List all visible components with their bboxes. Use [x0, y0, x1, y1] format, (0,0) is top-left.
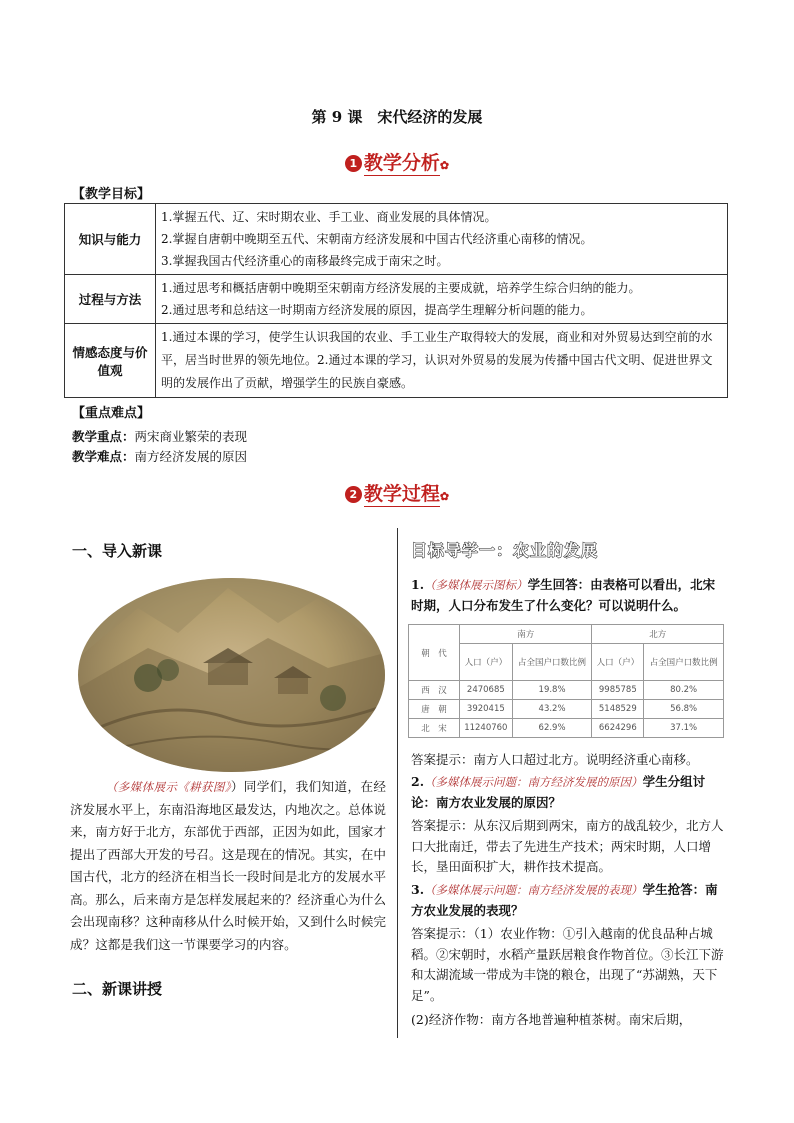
key-difficulty — [72, 447, 247, 467]
table-cell: 5148529 — [592, 700, 644, 719]
pop-header: 人口（户） — [460, 644, 513, 681]
section-number-badge: 1 — [345, 155, 362, 172]
table-cell: 3920415 — [460, 700, 513, 719]
heading-intro: 一、导入新课 — [72, 542, 163, 560]
table-row — [409, 681, 724, 700]
table-cell: 6624296 — [592, 719, 644, 738]
table-cell: 唐 朝 — [409, 700, 460, 719]
dynasty-header: 朝 代 — [409, 625, 460, 681]
column-divider — [397, 528, 398, 1038]
key-points-label: 【重点难点】 — [72, 406, 151, 421]
table-cell: 80.2% — [644, 681, 724, 700]
answer-3: 答案提示：（1）农业作物：①引入越南的优良品种占城稻。②宋朝时，水稻产量跃居粮食作物首位。③长江下游和太湖流域一带成为丰饶的粮仓，出现了“苏湖熟，天下足”。 — [411, 926, 724, 1003]
section-heading-process — [0, 479, 794, 506]
question-1 — [411, 575, 727, 616]
goals-line: 1.掌握五代、辽、宋时期农业、手工业、商业发展的具体情况。 — [161, 210, 497, 224]
goals-label: 【教学目标】 — [72, 187, 151, 202]
table-cell: 西 汉 — [409, 681, 460, 700]
section-heading-analysis — [0, 148, 794, 175]
intro-paragraph — [70, 776, 386, 956]
leaf-ornament-icon: ✿ — [439, 159, 450, 172]
question-number: 1. — [411, 577, 425, 592]
multimedia-note: （多媒体展示图标） — [424, 578, 528, 592]
question-3 — [411, 880, 727, 921]
question-number: 3. — [411, 882, 425, 897]
pop-header: 人口（户） — [592, 644, 644, 681]
table-cell: 北 宋 — [409, 719, 460, 738]
painting-image — [78, 578, 385, 772]
painting-illustration — [78, 578, 385, 772]
section-heading-text: 教学过程 — [363, 483, 440, 505]
answer-2: 答案提示：从东汉后期到两宋，南方的战乱较少，北方人口大批南迁，带去了先进生产技术；两宋时期，人口增长，垦田面积扩大，耕作技术提高。 — [411, 818, 724, 874]
ratio-header: 占全国户口数比例 — [644, 644, 724, 681]
table-row — [409, 700, 724, 719]
difficulty-label: 教学难点： — [72, 449, 135, 464]
table-cell: 2470685 — [460, 681, 513, 700]
answer-4: (2)经济作物：南方各地普遍种植茶树。南宋后期， — [411, 1012, 692, 1027]
goals-row-process — [65, 275, 728, 324]
table-cell: 19.8% — [512, 681, 592, 700]
multimedia-note: （多媒体展示《耕获图》 — [106, 780, 231, 794]
table-cell: 37.1% — [644, 719, 724, 738]
table-cell: 62.9% — [512, 719, 592, 738]
population-table — [408, 624, 724, 738]
goals-row-attitude — [65, 324, 728, 398]
key-focus — [72, 427, 247, 447]
answer-1: 答案提示：南方人口超过北方。说明经济重心南移。 — [411, 752, 699, 767]
teaching-goals-table — [64, 203, 728, 398]
south-header: 南方 — [460, 625, 592, 644]
intro-text: ）同学们，我们知道，在经济发展水平上，东南沿海地区最发达，内地次之。总体说来，南方好于北方，东部优于西部，正因为如此，国家才提出了西部大开发的号召。这是现在的情况。其实，在中国古代，北方的经济在相当长一段时间是北方的发展水平高。那么，后来南方是怎样发展起来的？经济重心为什么会出现南移？这种南移从什么时候开始，又到什么时候完成？这都是我们这一节课要学习的内容。 — [70, 779, 387, 952]
goals-paragraph: 1.通过本课的学习，使学生认识我国的农业、手工业生产取得较大的发展，商业和对外贸易达到空前的水平，居当时世界的领先地位。2.通过本课的学习，认识对外贸易的发展为传播中国古代文明、促进世界文明的发展作出了贡献，增强学生的民族自豪感。 — [161, 330, 713, 390]
ratio-header: 占全国户口数比例 — [512, 644, 592, 681]
section-number-badge: 2 — [345, 486, 362, 503]
north-header: 北方 — [592, 625, 724, 644]
leaf-ornament-icon: ✿ — [439, 490, 450, 503]
goals-line: 2.掌握自唐朝中晚期至五代、宋朝南方经济发展和中国古代经济重心南移的情况。 — [161, 232, 593, 246]
goal-title-agriculture: 目标导学一：农业的发展 — [411, 541, 599, 560]
goals-header: 过程与方法 — [65, 275, 156, 324]
table-row — [409, 719, 724, 738]
difficulty-text: 南方经济发展的原因 — [134, 449, 248, 464]
goals-line: 3.掌握我国古代经济重心的南移最终完成于南宋之时。 — [161, 254, 449, 268]
question-text: 学生抢答：南方农业发展的表现？ — [411, 882, 718, 918]
heading-new-lesson: 二、新课讲授 — [72, 980, 163, 998]
section-heading-text: 教学分析 — [363, 152, 440, 174]
goals-row-knowledge — [65, 204, 728, 275]
focus-text: 两宋商业繁荣的表现 — [134, 429, 248, 444]
table-cell: 11240760 — [460, 719, 513, 738]
table-cell: 9985785 — [592, 681, 644, 700]
question-text: 学生回答：由表格可以看出，北宋时期，人口分布发生了什么变化？可以说明什么。 — [411, 577, 716, 613]
table-cell: 56.8% — [644, 700, 724, 719]
question-2 — [411, 772, 727, 813]
question-text: 学生分组讨论：南方农业发展的原因？ — [411, 774, 706, 810]
goals-header: 知识与能力 — [65, 204, 156, 275]
page-title: 第 9 课 宋代经济的发展 — [311, 108, 483, 126]
focus-label: 教学重点： — [72, 429, 135, 444]
multimedia-note: （多媒体展示问题：南方经济发展的表现） — [424, 883, 643, 897]
goals-header: 情感态度与价值观 — [65, 324, 156, 398]
table-cell: 43.2% — [512, 700, 592, 719]
multimedia-note: （多媒体展示问题：南方经济发展的原因） — [424, 775, 643, 789]
question-number: 2. — [411, 774, 425, 789]
goals-line: 2.通过思考和总结这一时期南方经济发展的原因，提高学生理解分析问题的能力。 — [161, 303, 593, 317]
goals-line: 1.通过思考和概括唐朝中晚期至宋朝南方经济发展的主要成就，培养学生综合归纳的能力。 — [161, 281, 641, 295]
